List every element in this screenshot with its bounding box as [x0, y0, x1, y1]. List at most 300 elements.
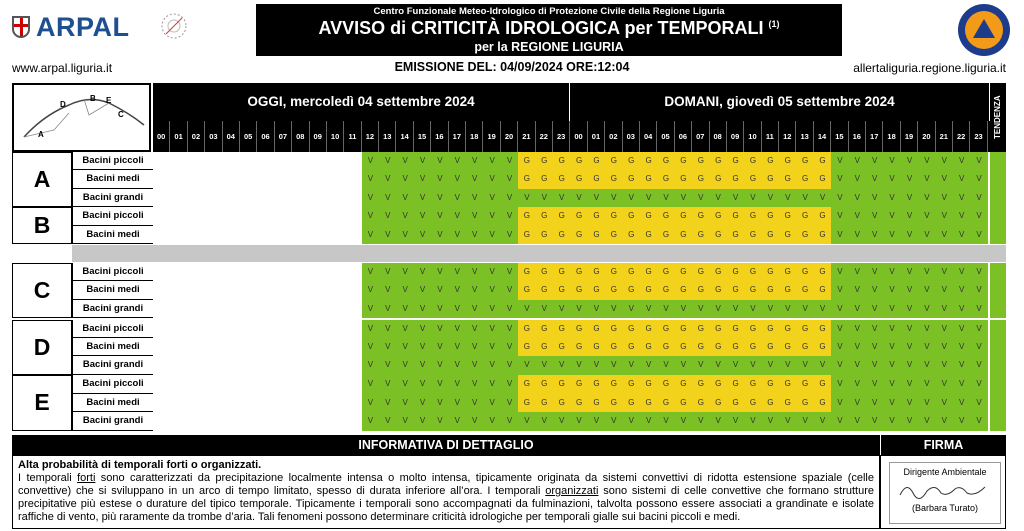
forecast-cell: G: [570, 170, 587, 188]
forecast-cell: [344, 320, 361, 338]
forecast-cell: [170, 263, 187, 281]
forecast-cell: G: [727, 375, 744, 393]
hour-label: 19: [901, 121, 918, 152]
forecast-cell: [292, 394, 309, 412]
forecast-cell: V: [849, 152, 866, 170]
forecast-cell: G: [553, 226, 570, 244]
arpal-url-link[interactable]: www.arpal.liguria.it: [12, 61, 113, 75]
forecast-cell: G: [779, 320, 796, 338]
forecast-cell: [170, 320, 187, 338]
forecast-cell: V: [501, 170, 518, 188]
forecast-cell: V: [675, 412, 692, 430]
tendenza-cell: [990, 207, 1006, 225]
forecast-cell: G: [762, 375, 779, 393]
forecast-cell: V: [849, 170, 866, 188]
svg-text:E: E: [106, 96, 112, 105]
forecast-cell: V: [866, 281, 883, 299]
forecast-cell: [257, 226, 274, 244]
forecast-cell: V: [449, 152, 466, 170]
forecast-cell: V: [483, 356, 500, 374]
forecast-cell: V: [431, 189, 448, 207]
forecast-cell: G: [744, 394, 761, 412]
hour-label: 06: [257, 121, 274, 152]
forecast-cell: G: [727, 281, 744, 299]
forecast-cell: G: [518, 226, 535, 244]
forecast-cell: V: [953, 338, 970, 356]
forecast-cell: V: [483, 152, 500, 170]
hour-label: 05: [240, 121, 257, 152]
forecast-cell: V: [414, 226, 431, 244]
forecast-cell: G: [640, 226, 657, 244]
forecast-cell: [310, 300, 327, 318]
hour-label: 22: [953, 121, 970, 152]
hour-label: 20: [918, 121, 935, 152]
forecast-cell: G: [744, 226, 761, 244]
tendenza-cell: [990, 320, 1006, 338]
forecast-cell: V: [918, 394, 935, 412]
forecast-cell: [257, 412, 274, 430]
tomorrow-header: DOMANI, giovedì 05 settembre 2024: [570, 83, 990, 121]
forecast-cell: V: [849, 281, 866, 299]
forecast-cell: [153, 300, 170, 318]
forecast-cell: [344, 263, 361, 281]
forecast-cell: V: [744, 412, 761, 430]
forecast-cell: V: [396, 207, 413, 225]
forecast-cell: V: [953, 412, 970, 430]
forecast-cell: V: [970, 412, 987, 430]
hour-label: 01: [588, 121, 605, 152]
forecast-cell: V: [936, 394, 953, 412]
liguria-zones-map: [12, 83, 151, 152]
forecast-cell: G: [779, 338, 796, 356]
forecast-cell: G: [657, 226, 674, 244]
forecast-cell: [327, 152, 344, 170]
forecast-cell: V: [518, 356, 535, 374]
forecast-cell: V: [883, 226, 900, 244]
tendenza-cell: [990, 189, 1006, 207]
forecast-cell: V: [431, 226, 448, 244]
forecast-cell: G: [814, 281, 831, 299]
forecast-cell: [310, 207, 327, 225]
forecast-cell: [223, 412, 240, 430]
forecast-cell: V: [796, 356, 813, 374]
forecast-cell: V: [779, 356, 796, 374]
forecast-cell: G: [814, 207, 831, 225]
forecast-cell: G: [657, 281, 674, 299]
forecast-cell: [344, 152, 361, 170]
forecast-cell: V: [710, 300, 727, 318]
forecast-cell: G: [623, 375, 640, 393]
forecast-cell: G: [762, 338, 779, 356]
forecast-cell: G: [588, 394, 605, 412]
hour-label: 10: [744, 121, 761, 152]
forecast-cell: V: [414, 189, 431, 207]
firma-box: [880, 455, 1006, 529]
forecast-cell: V: [449, 412, 466, 430]
forecast-cell: V: [918, 207, 935, 225]
forecast-cell: [275, 170, 292, 188]
forecast-cell: [188, 281, 205, 299]
forecast-cell: [170, 394, 187, 412]
forecast-cell: [188, 356, 205, 374]
forecast-cell: V: [901, 356, 918, 374]
hour-label: 09: [310, 121, 327, 152]
forecast-cell: V: [501, 412, 518, 430]
forecast-cell: G: [692, 320, 709, 338]
forecast-cell: G: [675, 320, 692, 338]
forecast-cell: V: [553, 300, 570, 318]
forecast-cell: G: [744, 263, 761, 281]
forecast-cell: V: [396, 189, 413, 207]
signature-image: [895, 479, 995, 501]
forecast-cell: [153, 207, 170, 225]
forecast-cell: V: [379, 281, 396, 299]
forecast-cell: V: [936, 263, 953, 281]
forecast-cell: [240, 338, 257, 356]
forecast-cell: G: [518, 152, 535, 170]
forecast-cell: [205, 320, 222, 338]
hour-label: 12: [779, 121, 796, 152]
forecast-cell: G: [570, 152, 587, 170]
forecast-cell: V: [588, 300, 605, 318]
forecast-cell: V: [901, 338, 918, 356]
forecast-cell: V: [831, 281, 848, 299]
forecast-cell: V: [936, 320, 953, 338]
forecast-cell: [344, 338, 361, 356]
forecast-cell: G: [762, 281, 779, 299]
forecast-cell: G: [570, 338, 587, 356]
forecast-cell: V: [796, 412, 813, 430]
hour-label: 21: [518, 121, 535, 152]
forecast-cell: V: [449, 356, 466, 374]
forecast-cell: G: [814, 394, 831, 412]
forecast-cell: G: [727, 394, 744, 412]
info-headline: Alta probabilità di temporali forti o organizzati.: [18, 459, 262, 471]
forecast-cell: V: [605, 189, 622, 207]
forecast-cell: V: [866, 226, 883, 244]
forecast-cell: G: [675, 281, 692, 299]
forecast-cell: [310, 375, 327, 393]
hour-label: 12: [362, 121, 379, 152]
forecast-cell: [275, 189, 292, 207]
forecast-cell: G: [536, 170, 553, 188]
forecast-cell: [153, 338, 170, 356]
forecast-cell: G: [623, 207, 640, 225]
forecast-cell: G: [814, 152, 831, 170]
forecast-cell: V: [831, 226, 848, 244]
hour-label: 20: [501, 121, 518, 152]
forecast-cell: V: [501, 300, 518, 318]
forecast-cell: V: [623, 189, 640, 207]
forecast-cell: G: [762, 320, 779, 338]
forecast-cell: G: [605, 152, 622, 170]
forecast-cell: G: [796, 263, 813, 281]
forecast-cell: V: [553, 412, 570, 430]
forecast-cell: V: [449, 170, 466, 188]
forecast-cell: V: [483, 189, 500, 207]
forecast-cell: V: [744, 189, 761, 207]
hour-label: 09: [727, 121, 744, 152]
forecast-row: [153, 281, 988, 299]
basin-label: Bacini medi: [72, 281, 153, 299]
forecast-cell: V: [536, 189, 553, 207]
forecast-cell: [344, 207, 361, 225]
forecast-row: [153, 320, 988, 338]
forecast-cell: V: [657, 189, 674, 207]
forecast-cell: V: [831, 320, 848, 338]
forecast-cell: G: [710, 207, 727, 225]
forecast-cell: [223, 281, 240, 299]
forecast-cell: [240, 152, 257, 170]
forecast-cell: V: [814, 412, 831, 430]
forecast-cell: V: [710, 189, 727, 207]
hour-label: 22: [536, 121, 553, 152]
forecast-cell: [240, 375, 257, 393]
forecast-cell: G: [605, 207, 622, 225]
forecast-cell: V: [883, 152, 900, 170]
forecast-cell: V: [449, 189, 466, 207]
forecast-cell: V: [414, 320, 431, 338]
forecast-cell: G: [553, 338, 570, 356]
forecast-cell: G: [796, 152, 813, 170]
forecast-cell: [223, 356, 240, 374]
forecast-cell: V: [379, 375, 396, 393]
forecast-cell: G: [727, 263, 744, 281]
forecast-cell: [153, 189, 170, 207]
forecast-cell: V: [431, 207, 448, 225]
hour-label: 21: [936, 121, 953, 152]
forecast-cell: [170, 281, 187, 299]
forecast-cell: G: [605, 226, 622, 244]
forecast-cell: [223, 320, 240, 338]
tendenza-cell: [990, 356, 1006, 374]
hour-label: 04: [640, 121, 657, 152]
forecast-cell: G: [570, 226, 587, 244]
forecast-cell: G: [710, 170, 727, 188]
forecast-cell: [344, 300, 361, 318]
forecast-cell: [327, 281, 344, 299]
forecast-cell: V: [379, 226, 396, 244]
forecast-cell: V: [466, 263, 483, 281]
forecast-cell: G: [570, 375, 587, 393]
forecast-cell: G: [657, 207, 674, 225]
hour-label: 11: [344, 121, 361, 152]
forecast-cell: [205, 207, 222, 225]
forecast-cell: V: [362, 152, 379, 170]
forecast-cell: G: [692, 281, 709, 299]
forecast-cell: V: [883, 320, 900, 338]
forecast-cell: [188, 320, 205, 338]
forecast-cell: V: [866, 394, 883, 412]
forecast-cell: G: [623, 152, 640, 170]
basin-label: Bacini medi: [72, 226, 153, 244]
forecast-cell: G: [796, 226, 813, 244]
forecast-cell: G: [779, 207, 796, 225]
title-line2: AVVISO di CRITICITÀ IDROLOGICA per TEMPORALI $^{(1)}$: [318, 18, 780, 38]
forecast-cell: V: [466, 300, 483, 318]
forecast-cell: G: [744, 320, 761, 338]
forecast-cell: V: [831, 338, 848, 356]
forecast-cell: G: [657, 170, 674, 188]
forecast-cell: V: [970, 226, 987, 244]
forecast-cell: G: [779, 263, 796, 281]
forecast-cell: G: [796, 394, 813, 412]
forecast-cell: [170, 356, 187, 374]
forecast-cell: V: [623, 300, 640, 318]
forecast-cell: V: [883, 356, 900, 374]
forecast-cell: V: [396, 338, 413, 356]
forecast-cell: G: [588, 375, 605, 393]
forecast-cell: V: [483, 375, 500, 393]
forecast-cell: V: [414, 281, 431, 299]
forecast-cell: V: [362, 394, 379, 412]
forecast-cell: G: [779, 226, 796, 244]
forecast-cell: V: [379, 394, 396, 412]
forecast-cell: [344, 189, 361, 207]
forecast-cell: V: [762, 300, 779, 318]
forecast-cell: V: [414, 152, 431, 170]
forecast-cell: V: [953, 300, 970, 318]
forecast-cell: V: [762, 189, 779, 207]
basin-label: Bacini medi: [72, 170, 153, 188]
forecast-cell: V: [901, 170, 918, 188]
hour-label: 19: [483, 121, 500, 152]
forecast-cell: V: [883, 263, 900, 281]
forecast-cell: G: [657, 152, 674, 170]
forecast-cell: [188, 412, 205, 430]
forecast-cell: G: [588, 281, 605, 299]
forecast-cell: V: [953, 320, 970, 338]
forecast-cell: V: [379, 320, 396, 338]
forecast-cell: V: [831, 412, 848, 430]
forecast-row: [153, 338, 988, 356]
forecast-cell: V: [431, 394, 448, 412]
forecast-cell: G: [692, 394, 709, 412]
forecast-cell: G: [779, 375, 796, 393]
hour-label: 02: [605, 121, 622, 152]
forecast-cell: G: [640, 152, 657, 170]
hour-label: 14: [396, 121, 413, 152]
forecast-cell: V: [901, 226, 918, 244]
forecast-cell: G: [640, 263, 657, 281]
forecast-cell: V: [553, 189, 570, 207]
forecast-cell: V: [866, 375, 883, 393]
forecast-cell: V: [866, 338, 883, 356]
forecast-cell: V: [936, 412, 953, 430]
forecast-cell: G: [779, 170, 796, 188]
forecast-cell: [153, 152, 170, 170]
tendenza-cell: [990, 281, 1006, 299]
forecast-cell: [205, 170, 222, 188]
forecast-cell: G: [588, 263, 605, 281]
forecast-cell: [170, 226, 187, 244]
forecast-cell: [275, 226, 292, 244]
allerta-url-link[interactable]: allertaliguria.regione.liguria.it: [853, 61, 1006, 75]
forecast-cell: V: [866, 207, 883, 225]
forecast-cell: V: [414, 207, 431, 225]
forecast-cell: [240, 281, 257, 299]
forecast-cell: V: [640, 356, 657, 374]
basin-label: Bacini grandi: [72, 412, 153, 430]
forecast-cell: V: [866, 170, 883, 188]
forecast-cell: G: [536, 152, 553, 170]
forecast-cell: V: [901, 281, 918, 299]
forecast-cell: V: [483, 281, 500, 299]
zone-separator: [72, 245, 1006, 262]
emission-date: EMISSIONE DEL: 04/09/2024 ORE:12:04: [394, 60, 630, 74]
forecast-cell: [153, 356, 170, 374]
forecast-cell: G: [553, 394, 570, 412]
forecast-cell: G: [536, 207, 553, 225]
forecast-cell: V: [849, 394, 866, 412]
forecast-cell: [310, 263, 327, 281]
forecast-cell: V: [396, 226, 413, 244]
forecast-cell: G: [744, 375, 761, 393]
forecast-cell: V: [849, 300, 866, 318]
forecast-cell: [275, 281, 292, 299]
hour-label: 00: [570, 121, 587, 152]
hour-label: 11: [762, 121, 779, 152]
forecast-cell: G: [518, 207, 535, 225]
forecast-cell: G: [779, 152, 796, 170]
forecast-cell: [153, 375, 170, 393]
forecast-cell: G: [744, 338, 761, 356]
forecast-cell: [153, 320, 170, 338]
forecast-row: [153, 412, 988, 430]
forecast-cell: V: [501, 226, 518, 244]
forecast-cell: G: [710, 338, 727, 356]
forecast-cell: V: [727, 300, 744, 318]
forecast-cell: [223, 170, 240, 188]
hour-label: 15: [414, 121, 431, 152]
hour-label: 18: [466, 121, 483, 152]
forecast-cell: V: [970, 281, 987, 299]
forecast-cell: V: [570, 356, 587, 374]
protezione-civile-logo: [958, 4, 1010, 56]
forecast-cell: [292, 281, 309, 299]
forecast-cell: V: [918, 320, 935, 338]
forecast-cell: G: [605, 375, 622, 393]
forecast-row: [153, 207, 988, 225]
forecast-cell: V: [431, 412, 448, 430]
firma-name: (Barbara Turato): [911, 503, 979, 513]
basin-label: Bacini grandi: [72, 189, 153, 207]
forecast-cell: V: [849, 263, 866, 281]
forecast-cell: V: [796, 189, 813, 207]
forecast-cell: V: [536, 412, 553, 430]
firma-header: FIRMA: [880, 435, 1006, 455]
hour-label: 02: [188, 121, 205, 152]
forecast-cell: G: [796, 281, 813, 299]
forecast-cell: V: [431, 152, 448, 170]
hour-label: 03: [623, 121, 640, 152]
forecast-cell: V: [936, 356, 953, 374]
forecast-cell: V: [536, 300, 553, 318]
forecast-cell: V: [414, 412, 431, 430]
forecast-cell: G: [814, 226, 831, 244]
forecast-cell: V: [901, 263, 918, 281]
forecast-cell: [275, 207, 292, 225]
forecast-cell: V: [466, 170, 483, 188]
forecast-cell: V: [501, 338, 518, 356]
zone-label-a: A: [12, 152, 72, 207]
forecast-cell: V: [849, 189, 866, 207]
forecast-cell: [310, 281, 327, 299]
forecast-cell: G: [675, 338, 692, 356]
forecast-cell: V: [483, 226, 500, 244]
title-line3: per la REGIONE LIGURIA: [474, 40, 624, 54]
forecast-cell: G: [588, 152, 605, 170]
